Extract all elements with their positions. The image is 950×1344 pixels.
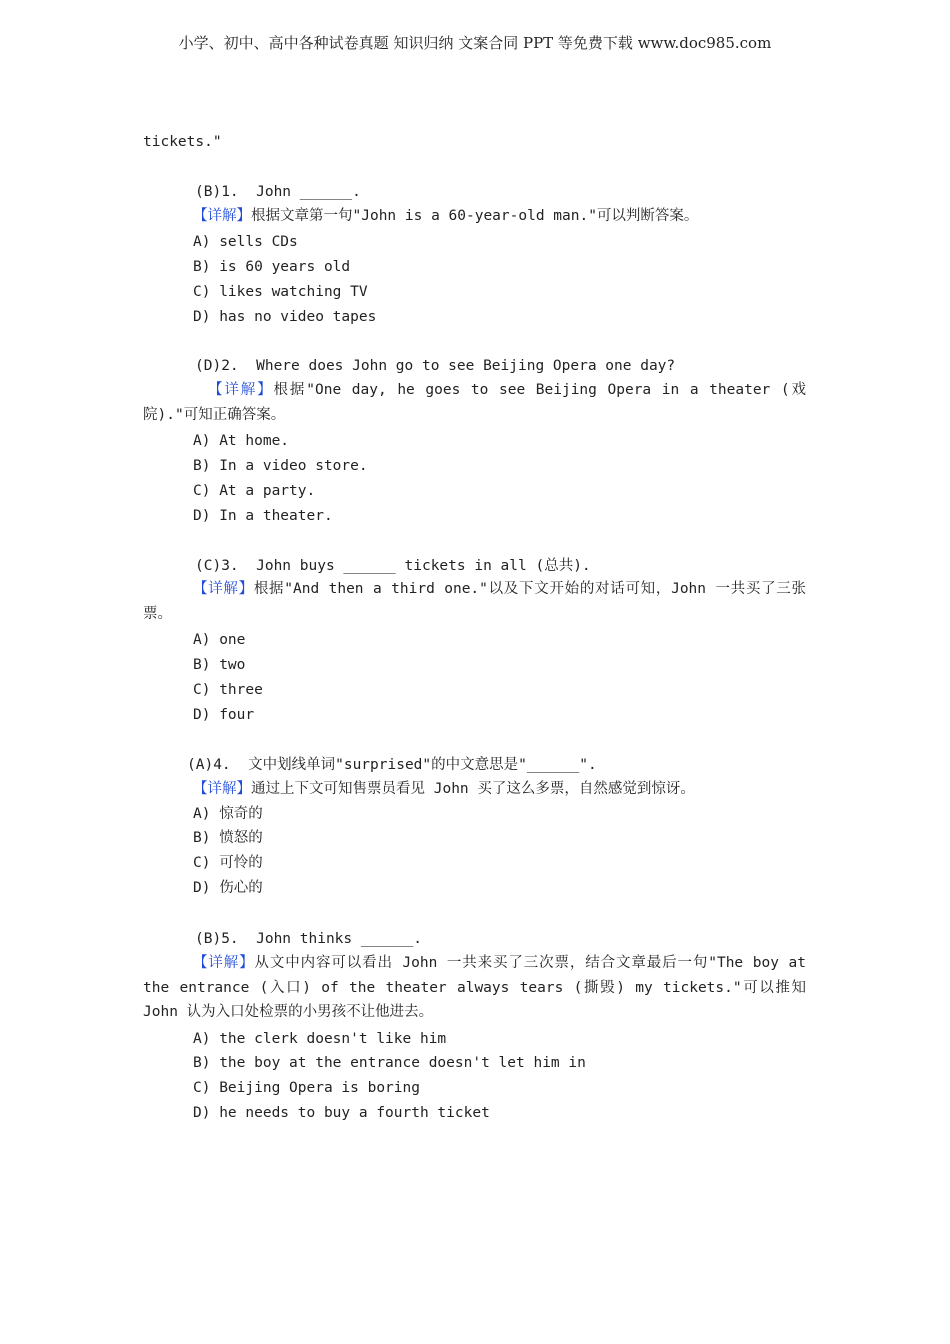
- question-5-option-c: C) Beijing Opera is boring: [193, 1080, 420, 1096]
- question-3-stem: (C)3. John buys ______ tickets in all (总共).: [195, 558, 591, 574]
- question-4-option-c: C) 可怜的: [193, 855, 263, 871]
- question-3-option-b: B) two: [193, 657, 246, 673]
- detail-label: 【详解】: [193, 581, 254, 597]
- question-3-detail: [143, 577, 806, 626]
- question-3-option-c: C) three: [193, 682, 263, 698]
- detail-label: 【详解】: [208, 382, 274, 398]
- detail-text: 根据文章第一句"John is a 60-year-old man."可以判断答案。: [251, 208, 699, 224]
- question-3-option-a: A) one: [193, 632, 246, 648]
- detail-text: 通过上下文可知售票员看见 John 买了这么多票，自然感觉到惊讶。: [251, 781, 695, 797]
- question-1-option-d: D) has no video tapes: [193, 309, 377, 325]
- question-5-option-b: B) the boy at the entrance doesn't let him in: [193, 1055, 586, 1071]
- detail-text: 根据"One day, he goes to see Beijing Opera in a theater (戏院)."可知正确答案。: [143, 382, 806, 423]
- detail-label: 【详解】: [193, 208, 251, 224]
- question-5-detail: [143, 951, 806, 1025]
- question-1-option-b: B) is 60 years old: [193, 259, 351, 275]
- question-5-option-d: D) he needs to buy a fourth ticket: [193, 1105, 490, 1121]
- page-header: 小学、初中、高中各种试卷真题 知识归纳 文案合同 PPT 等免费下载 www.doc985.com: [178, 34, 772, 52]
- question-5-stem: (B)5. John thinks ______.: [195, 931, 422, 947]
- question-4-option-b: B) 愤怒的: [193, 830, 263, 846]
- question-2-option-b: B) In a video store.: [193, 458, 368, 474]
- question-4-detail: [193, 779, 695, 799]
- question-1-option-c: C) likes watching TV: [193, 284, 368, 300]
- question-4-option-a: A) 惊奇的: [193, 806, 263, 822]
- question-2-option-a: A) At home.: [193, 433, 290, 449]
- question-2-stem: (D)2. Where does John go to see Beijing Opera one day?: [195, 358, 676, 374]
- question-2-option-c: C) At a party.: [193, 483, 316, 499]
- question-1-stem: (B)1. John ______.: [195, 184, 361, 200]
- question-5-option-a: A) the clerk doesn't like him: [193, 1031, 447, 1047]
- detail-text: 从文中内容可以看出 John 一共来买了三次票，结合文章最后一句"The boy at the entrance (入口) of the theater always tears (撕毁) my tickets."可以推知 John 认为入口处检票的小男孩不让他进去。: [143, 955, 806, 1020]
- detail-text: 根据"And then a third one."以及下文开始的对话可知，John 一共买了三张票。: [143, 581, 807, 622]
- continuation-text: tickets.": [143, 134, 222, 150]
- question-3-option-d: D) four: [193, 707, 255, 723]
- question-1-option-a: A) sells CDs: [193, 234, 298, 250]
- detail-label: 【详解】: [193, 955, 255, 971]
- detail-label: 【详解】: [193, 781, 251, 797]
- question-4-stem: (A)4. 文中划线单词"surprised"的中文意思是"______".: [187, 757, 597, 773]
- question-1-detail: [193, 206, 698, 226]
- question-2-detail: [143, 378, 806, 427]
- question-2-option-d: D) In a theater.: [193, 508, 333, 524]
- question-4-option-d: D) 伤心的: [193, 880, 263, 896]
